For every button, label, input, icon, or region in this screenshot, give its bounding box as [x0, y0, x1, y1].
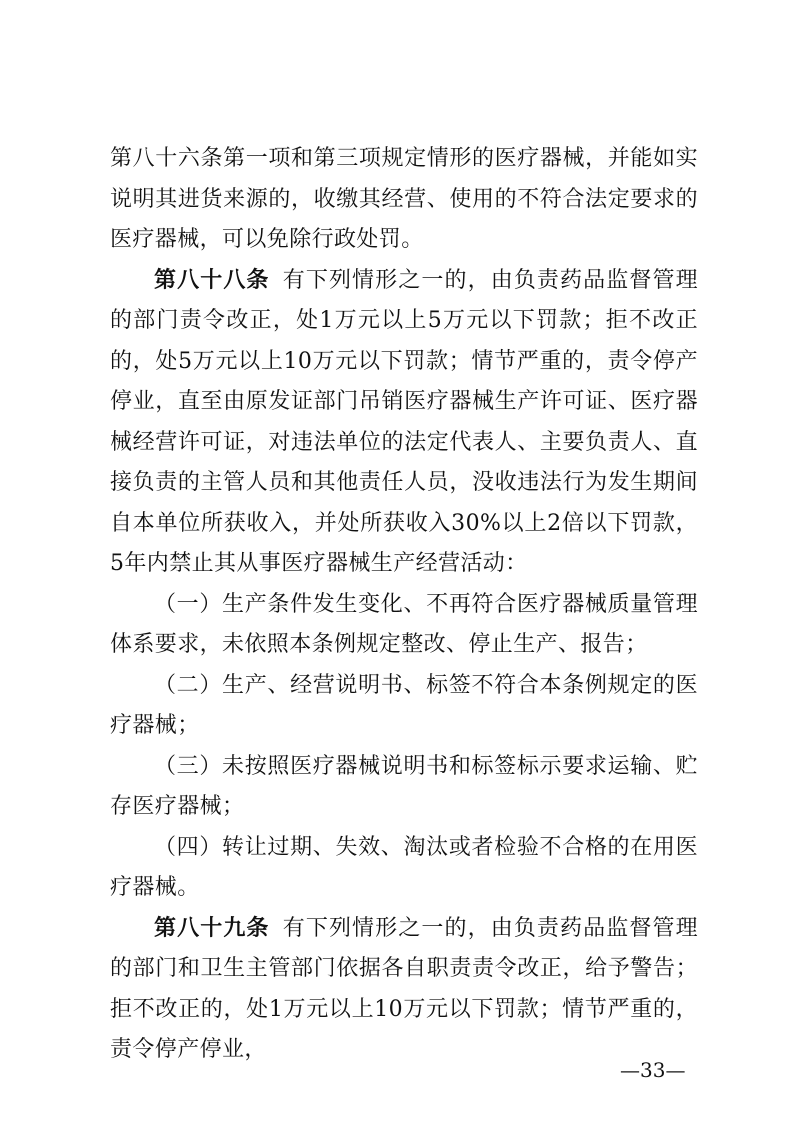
paragraph-text: （一）生产条件发生变化、不再符合医疗器械质量管理体系要求，未依照本条例规定整改、停止生产、报告；: [110, 591, 698, 657]
paragraph-text: 有下列情形之一的，由负责药品监督管理的部门和卫生主管部门依据各自职责责令改正，给予警告；拒不改正的，处1万元以上10万元以下罚款；情节严重的，责令停产停业，: [110, 915, 698, 1062]
paragraph-item-3: [110, 747, 698, 828]
paragraph-text: （三）未按照医疗器械说明书和标签标示要求运输、贮存医疗器械；: [110, 753, 698, 819]
page-number: —33—: [620, 1058, 686, 1082]
document-body: [110, 139, 698, 1071]
paragraph-continuation: [110, 139, 698, 261]
paragraph-item-2: [110, 666, 698, 747]
article-heading: 第八十八条: [154, 267, 270, 293]
paragraph-text: （四）转让过期、失效、淘汰或者检验不合格的在用医疗器械。: [110, 834, 698, 900]
paragraph-item-1: [110, 585, 698, 666]
paragraph-text: （二）生产、经营说明书、标签不符合本条例规定的医疗器械；: [110, 672, 698, 738]
paragraph-article-88: [110, 261, 698, 585]
paragraph-text: 有下列情形之一的，由负责药品监督管理的部门责令改正，处1万元以上5万元以下罚款；拒不改正的，处5万元以上10万元以下罚款；情节严重的，责令停产停业，直至由原发证部门吊销医疗器械生产许可证、医疗器械经营许可证，对违法单位的法定代表人、主要负责人、直接负责的主管人员和其他责任人员，没收违法行为发生期间自本单位所获收入，并处所获收入30%以上2倍以下罚款，5年内禁止其从事医疗器械生产经营活动：: [110, 267, 698, 576]
article-heading: 第八十九条: [154, 915, 270, 941]
paragraph-item-4: [110, 828, 698, 909]
paragraph-article-89: [110, 909, 698, 1071]
paragraph-text: 第八十六条第一项和第三项规定情形的医疗器械，并能如实说明其进货来源的，收缴其经营、使用的不符合法定要求的医疗器械，可以免除行政处罚。: [110, 146, 698, 252]
